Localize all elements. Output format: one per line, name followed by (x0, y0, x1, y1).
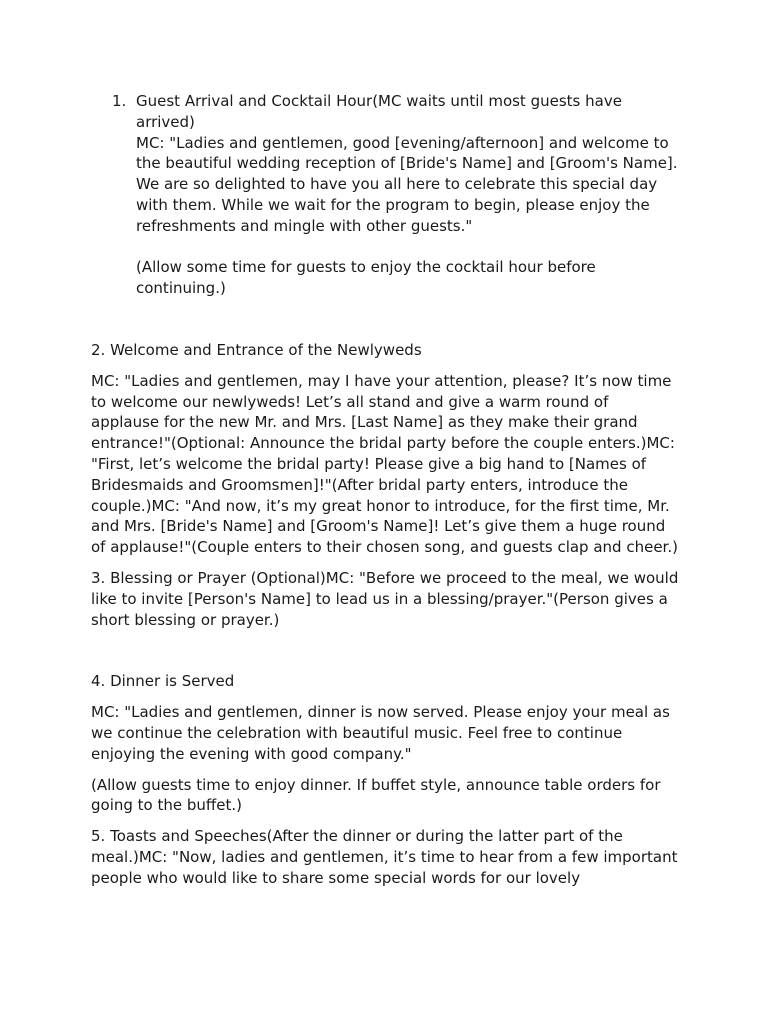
list-marker: 1. (112, 92, 127, 110)
item1-note: (Allow some time for guests to enjoy the cocktail hour before continuing.) (136, 258, 601, 298)
section3-body: 3. Blessing or Prayer (Optional)MC: "Before we proceed to the meal, we would like to invite [Person's Name] to lead us in a blessing/prayer."(Person gives a short blessing or prayer.) (91, 568, 684, 629)
section2-heading: 2. Welcome and Entrance of the Newlyweds (91, 340, 422, 359)
list-item-1 (91, 91, 681, 299)
section4-body: MC: "Ladies and gentlemen, dinner is now served. Please enjoy your meal as we continue the celebration with beautiful music. Feel free to continue enjoying the evening with good company." (91, 703, 675, 763)
document-page (91, 91, 684, 889)
section5-body: 5. Toasts and Speeches(After the dinner or during the latter part of the meal.)MC: "Now, ladies and gentlemen, it’s time to hear from a few important people who would like to share some special words for our lovely (91, 827, 683, 887)
item1-title: Guest Arrival and Cocktail Hour(MC waits until most guests have arrived) (136, 92, 627, 131)
section4-heading: 4. Dinner is Served (91, 672, 235, 691)
section4-note: (Allow guests time to enjoy dinner. If buffet style, announce table orders for going to the buffet.) (91, 775, 666, 815)
item1-speech: MC: "Ladies and gentlemen, good [evening/afternoon] and welcome to the beautiful wedding reception of [Bride's Name] and [Groom's Name]. We are so delighted to have you all here to celebrate this special day with them. While we wait for the program to begin, please enjoy the refreshments and mingle with other guests." (136, 133, 683, 235)
section2-body: MC: "Ladies and gentlemen, may I have your attention, please? It’s now time to welcome our newlyweds! Let’s all stand and give a warm round of applause for the new Mr. and Mrs. [Last Name] as they make their grand entrance!"(Optional: Announce the bridal party before the couple enters.)MC: "First, let’s welcome the bridal party! Please give a big hand to [Names of Bridesmaids and Groomsmen]!"(After bridal party enters, introduce the couple.)MC: "And now, it’s my great honor to introduce, for the first time, Mr. and Mrs. [Bride's Name] and [Groom's Name]! Let’s give them a huge round of applause!"(Couple enters to their chosen song, and guests clap and cheer.) (91, 371, 680, 557)
